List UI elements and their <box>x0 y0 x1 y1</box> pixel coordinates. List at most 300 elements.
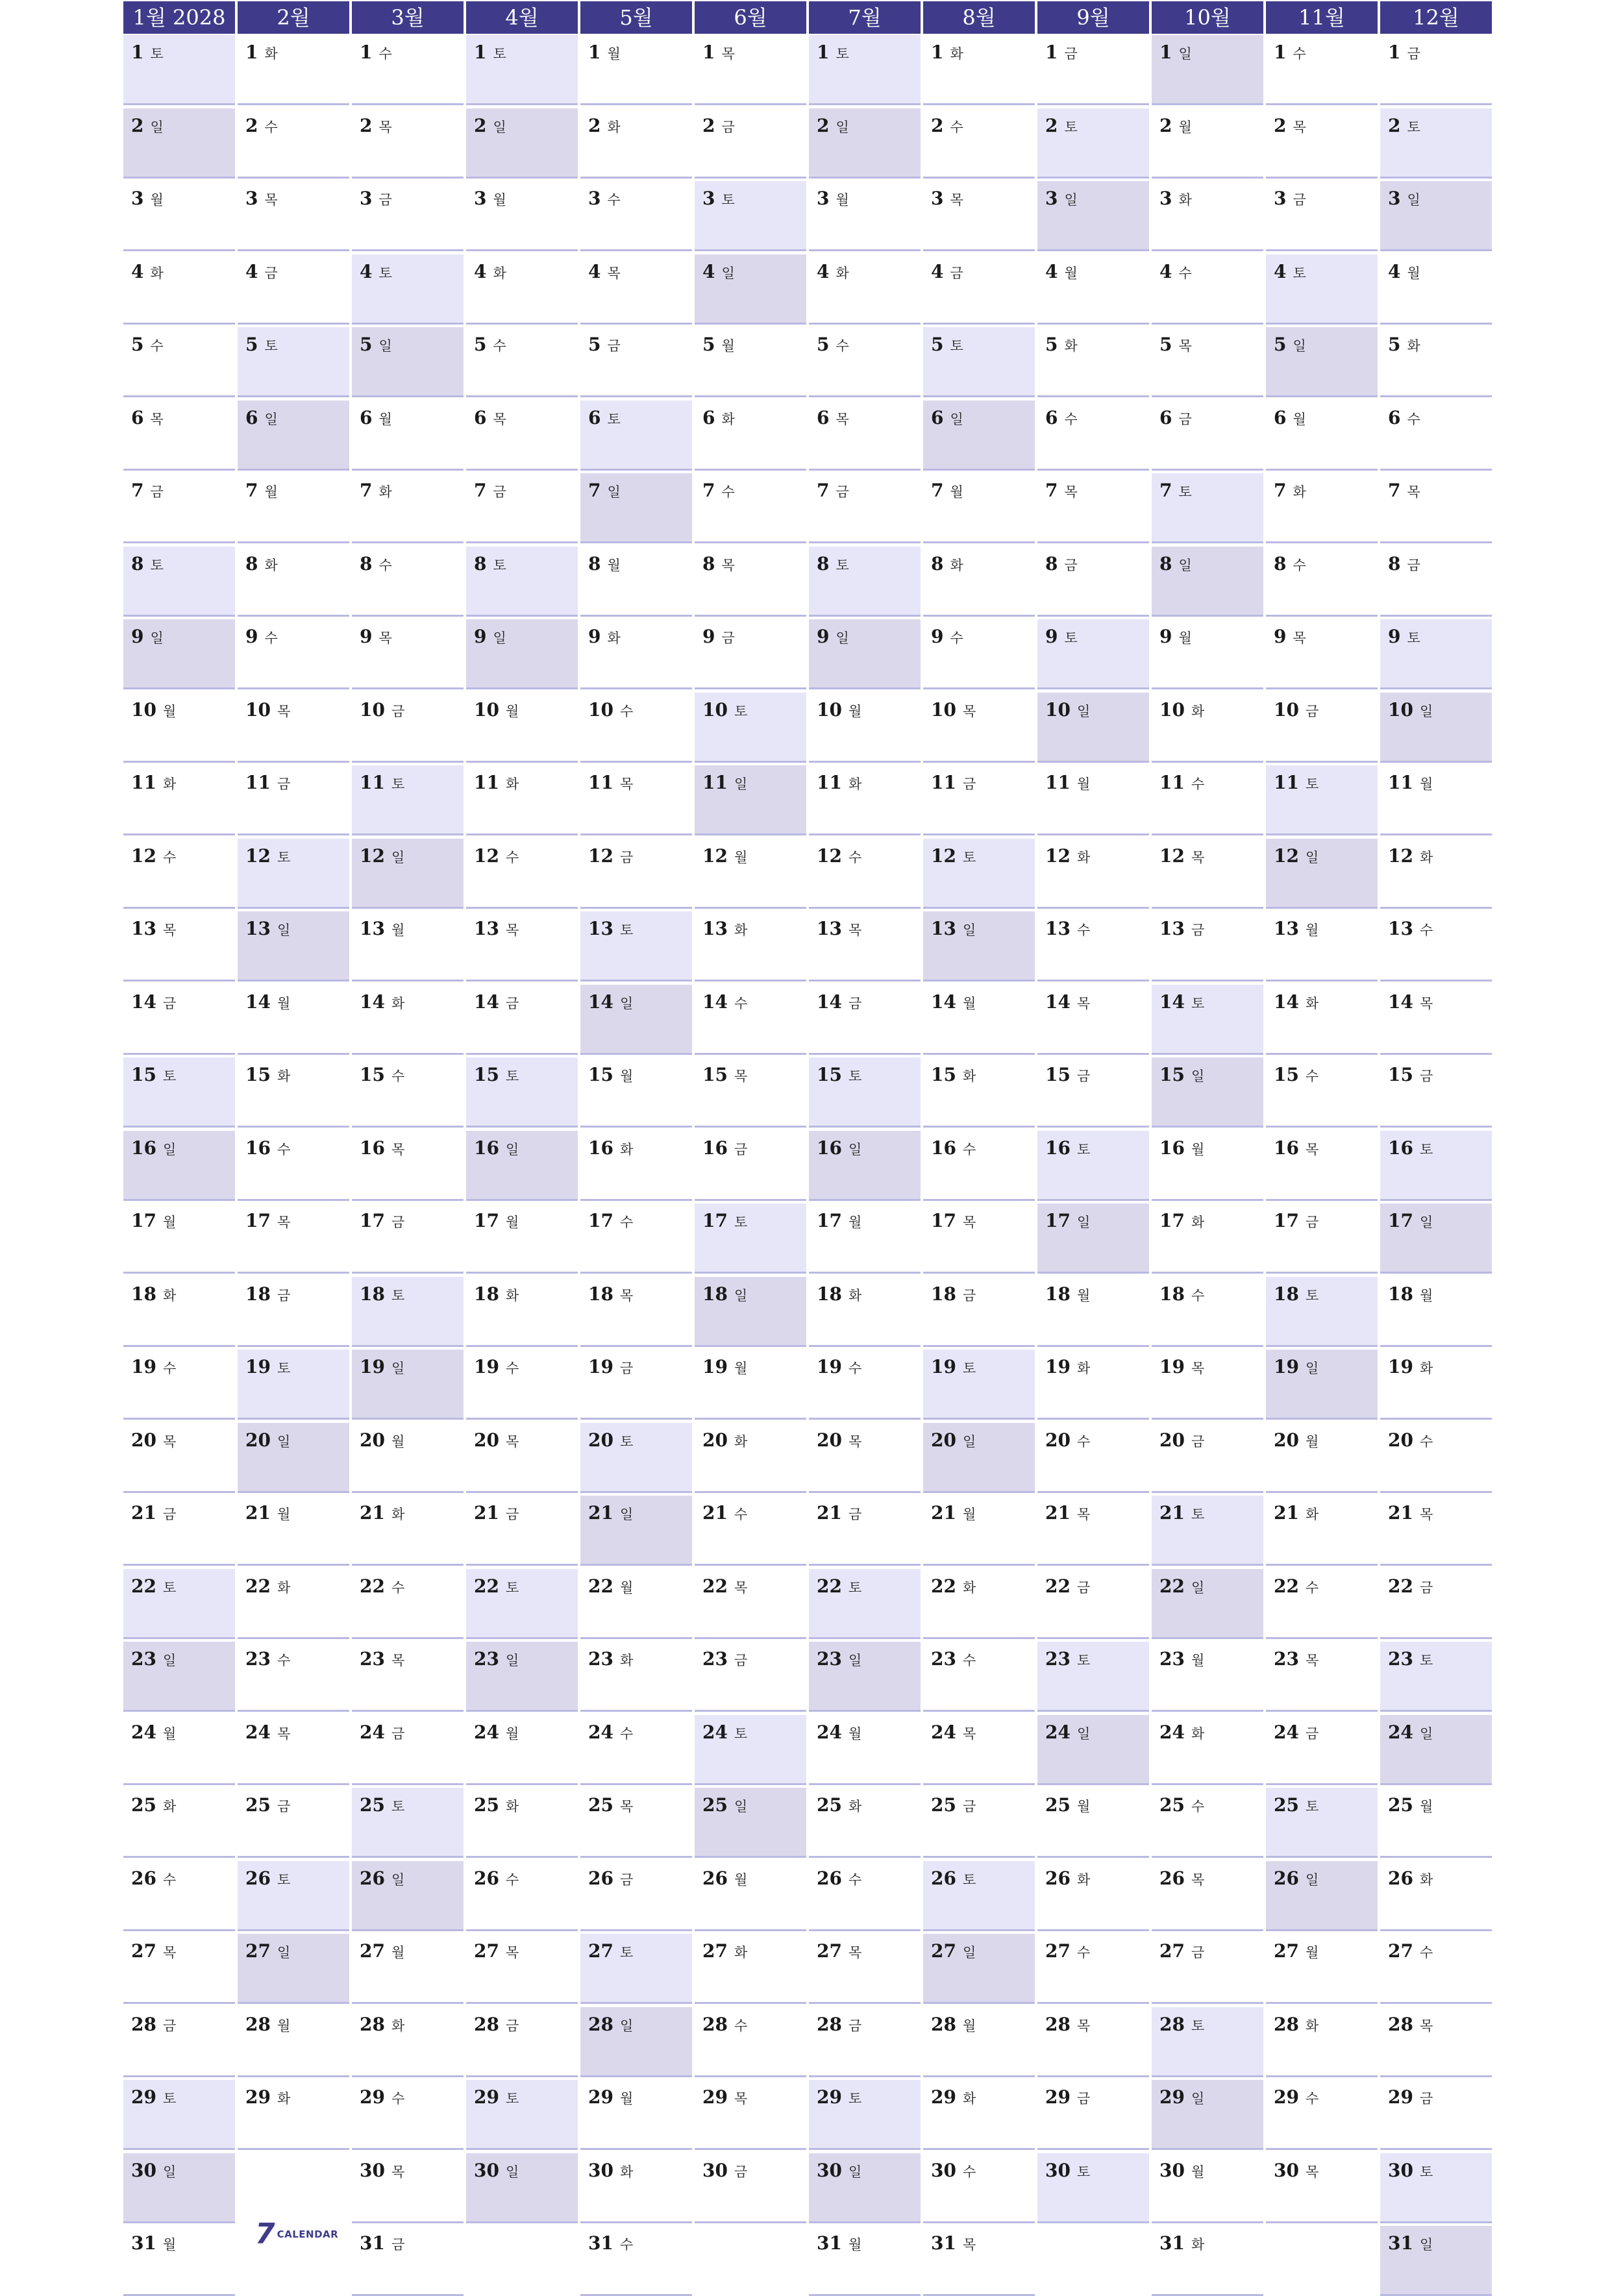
day-number: 2 금 <box>702 114 735 136</box>
day-number: 13 목 <box>474 918 519 939</box>
weekday-label: 화 <box>1178 192 1192 208</box>
month-column <box>809 1 921 2254</box>
day-cell <box>809 1569 921 1639</box>
day-cell <box>1266 108 1378 179</box>
day-cell <box>809 911 921 981</box>
weekday-label: 금 <box>721 119 735 135</box>
weekday-label: 목 <box>162 1433 177 1450</box>
day-cell <box>1037 1934 1149 2004</box>
day-cell <box>580 2226 692 2296</box>
weekday-label: 금 <box>848 1507 862 1522</box>
day-cell <box>352 2007 464 2077</box>
day-number: 4 화 <box>474 260 506 282</box>
day-number: 6 목 <box>131 406 164 428</box>
day-cell <box>1266 1642 1378 1712</box>
weekday-label: 일 <box>734 1799 748 1814</box>
day-number: 1 월 <box>588 42 621 63</box>
day-number: 23 목 <box>1274 1648 1319 1670</box>
day-number: 28 토 <box>1159 2013 1205 2035</box>
day-cell <box>123 1715 235 1785</box>
day-cell <box>695 1788 806 1858</box>
day-cell <box>1152 839 1263 909</box>
day-number: 16 목 <box>360 1137 405 1159</box>
day-number: 3 일 <box>1045 188 1078 209</box>
weekday-label: 일 <box>1076 703 1091 719</box>
day-number: 12 수 <box>817 845 862 867</box>
day-cell <box>123 1131 235 1201</box>
day-number: 31 일 <box>1388 2232 1433 2254</box>
day-number: 3 화 <box>1159 188 1192 209</box>
day-number: 10 월 <box>131 698 177 721</box>
day-number: 30 일 <box>817 2159 862 2181</box>
day-cell <box>352 765 464 835</box>
day-cell <box>1037 1350 1149 1420</box>
weekday-label: 일 <box>1076 1725 1091 1742</box>
weekday-label: 수 <box>1293 557 1306 573</box>
day-cell <box>580 108 692 179</box>
weekday-label: 토 <box>848 1579 862 1596</box>
day-cell <box>123 619 235 689</box>
day-number: 30 토 <box>1045 2159 1091 2181</box>
weekday-label: 일 <box>277 922 291 938</box>
day-number: 2 일 <box>474 114 506 136</box>
day-number: 28 금 <box>474 2013 519 2035</box>
day-cell <box>352 1277 464 1347</box>
day-cell <box>695 839 806 909</box>
weekday-label: 일 <box>619 995 634 1011</box>
day-number: 5 수 <box>817 334 849 355</box>
day-cell <box>238 108 349 179</box>
weekday-label: 일 <box>1419 703 1433 719</box>
weekday-label: 목 <box>1305 2164 1319 2180</box>
day-number: 26 화 <box>1045 1867 1091 1889</box>
day-number: 9 금 <box>702 626 735 647</box>
day-cell <box>695 1350 806 1420</box>
day-cell <box>695 547 806 617</box>
weekday-label: 일 <box>962 1433 976 1450</box>
weekday-label: 토 <box>836 46 849 62</box>
weekday-label: 목 <box>505 922 519 938</box>
day-number: 1 금 <box>1388 42 1420 63</box>
day-cell <box>1266 2153 1378 2223</box>
day-cell <box>1152 1642 1263 1712</box>
day-cell <box>1152 2007 1263 2077</box>
day-number: 15 토 <box>817 1064 862 1085</box>
day-cell <box>1152 1861 1263 1931</box>
day-number: 15 목 <box>702 1064 748 1085</box>
day-number: 28 월 <box>245 2013 291 2035</box>
weekday-label: 금 <box>1407 46 1420 62</box>
day-cell <box>580 1350 692 1420</box>
day-number: 25 수 <box>1159 1794 1205 1816</box>
weekday-label: 월 <box>848 1725 862 1742</box>
day-number: 16 목 <box>1274 1137 1319 1159</box>
weekday-label: 수 <box>1407 411 1420 427</box>
weekday-label: 토 <box>1064 630 1078 646</box>
day-cell <box>466 1496 578 1566</box>
weekday-label: 토 <box>1407 119 1420 135</box>
weekday-label: 월 <box>505 1215 519 1230</box>
day-number: 8 수 <box>360 552 392 574</box>
weekday-label: 수 <box>277 1141 291 1157</box>
day-cell <box>1037 1496 1149 1566</box>
weekday-label: 일 <box>962 1945 976 1960</box>
day-cell <box>809 765 921 835</box>
day-number: 20 수 <box>1388 1429 1433 1451</box>
weekday-label: 토 <box>721 192 735 208</box>
weekday-label: 화 <box>162 776 177 792</box>
weekday-label: 수 <box>619 1725 634 1742</box>
day-cell <box>580 693 692 763</box>
day-cell <box>352 1131 464 1201</box>
day-cell <box>1152 2153 1263 2223</box>
day-cell <box>1152 1423 1263 1493</box>
weekday-label: 월 <box>1178 630 1192 646</box>
day-number: 12 목 <box>1159 845 1205 867</box>
day-cell <box>809 1350 921 1420</box>
day-number: 31 화 <box>1159 2232 1205 2254</box>
day-cell <box>1266 1861 1378 1931</box>
weekday-label: 금 <box>619 1871 634 1888</box>
weekday-label: 일 <box>1305 1871 1319 1888</box>
day-cell <box>809 181 921 251</box>
day-cell <box>123 765 235 835</box>
weekday-label: 월 <box>1293 411 1306 427</box>
weekday-label: 수 <box>734 2018 748 2034</box>
day-number: 14 목 <box>1045 991 1091 1013</box>
day-number: 6 화 <box>702 406 735 428</box>
day-number: 9 목 <box>1274 626 1306 647</box>
weekday-label: 금 <box>836 484 849 500</box>
weekday-label: 금 <box>505 995 519 1011</box>
day-number: 13 금 <box>1159 918 1205 939</box>
weekday-label: 토 <box>1419 1141 1433 1157</box>
day-number: 29 금 <box>1045 2086 1091 2108</box>
day-number: 22 토 <box>131 1575 177 1597</box>
day-cell <box>1152 2080 1263 2150</box>
day-number: 18 월 <box>1388 1283 1433 1305</box>
day-cell <box>1266 1423 1378 1493</box>
day-number: 18 금 <box>245 1283 291 1305</box>
day-number: 20 일 <box>245 1429 291 1451</box>
day-cell <box>1380 254 1492 325</box>
day-number: 1 화 <box>931 42 963 63</box>
month-column <box>1266 1 1378 2181</box>
day-cell <box>1152 1277 1263 1347</box>
day-number: 12 토 <box>931 845 976 867</box>
day-number: 11 토 <box>360 772 405 793</box>
day-number: 6 일 <box>245 406 278 428</box>
day-cell <box>238 2007 349 2077</box>
day-number: 25 화 <box>817 1794 862 1816</box>
day-cell <box>352 693 464 763</box>
weekday-label: 금 <box>1419 1068 1433 1084</box>
day-cell <box>923 108 1035 179</box>
day-cell <box>695 693 806 763</box>
weekday-label: 수 <box>505 1361 519 1376</box>
day-cell <box>1266 619 1378 689</box>
day-cell <box>352 254 464 325</box>
day-number: 6 목 <box>817 406 849 428</box>
weekday-label: 화 <box>1076 849 1091 865</box>
weekday-label: 월 <box>1419 1799 1433 1814</box>
day-number: 15 금 <box>1388 1064 1433 1085</box>
weekday-label: 월 <box>1064 265 1078 281</box>
day-number: 5 화 <box>1388 334 1420 355</box>
weekday-label: 수 <box>607 192 621 208</box>
day-number: 24 토 <box>702 1721 748 1743</box>
day-number: 10 월 <box>474 698 519 721</box>
weekday-label: 금 <box>162 1507 177 1522</box>
weekday-label: 월 <box>378 411 392 427</box>
day-cell <box>123 2226 235 2296</box>
day-cell <box>466 619 578 689</box>
day-cell <box>1380 1131 1492 1201</box>
day-cell <box>1380 1057 1492 1128</box>
day-number: 26 수 <box>474 1867 519 1889</box>
day-cell <box>466 1788 578 1858</box>
day-number: 24 월 <box>474 1721 519 1743</box>
day-cell <box>1152 1934 1263 2004</box>
day-cell <box>923 401 1035 471</box>
day-cell <box>809 2007 921 2077</box>
day-number: 19 일 <box>360 1356 405 1377</box>
weekday-label: 화 <box>950 46 963 62</box>
weekday-label: 목 <box>391 1653 405 1668</box>
day-number: 3 목 <box>931 188 963 209</box>
weekday-label: 금 <box>1305 1725 1319 1742</box>
weekday-label: 목 <box>962 2237 976 2253</box>
weekday-label: 일 <box>721 265 735 281</box>
weekday-label: 토 <box>505 1068 519 1084</box>
weekday-label: 일 <box>1191 2091 1205 2106</box>
day-cell <box>1037 1423 1149 1493</box>
weekday-label: 일 <box>1191 1068 1205 1084</box>
weekday-label: 수 <box>1305 1579 1319 1596</box>
day-cell <box>580 1642 692 1712</box>
day-number: 21 금 <box>131 1502 177 1524</box>
weekday-label: 토 <box>848 1068 862 1084</box>
day-number: 2 월 <box>1159 114 1192 136</box>
day-number: 28 화 <box>360 2013 405 2035</box>
weekday-label: 수 <box>505 849 519 865</box>
day-cell <box>466 2007 578 2077</box>
weekday-label: 금 <box>277 776 291 792</box>
weekday-label: 수 <box>1419 1945 1433 1960</box>
weekday-label: 월 <box>848 703 862 719</box>
day-number: 8 토 <box>474 552 506 574</box>
day-number: 4 수 <box>1159 260 1192 282</box>
weekday-label: 월 <box>1407 265 1420 281</box>
weekday-label: 토 <box>277 1361 291 1376</box>
day-number: 30 월 <box>1159 2159 1205 2181</box>
day-number: 31 금 <box>360 2232 405 2254</box>
day-cell <box>352 473 464 543</box>
day-number: 6 일 <box>931 406 963 428</box>
day-cell <box>1266 1277 1378 1347</box>
day-cell <box>809 1934 921 2004</box>
day-number: 13 토 <box>588 918 634 939</box>
weekday-label: 수 <box>162 1361 177 1376</box>
weekday-label: 일 <box>1076 1215 1091 1230</box>
day-cell <box>695 1569 806 1639</box>
weekday-label: 수 <box>505 1871 519 1888</box>
day-cell <box>923 619 1035 689</box>
day-number: 20 금 <box>1159 1429 1205 1451</box>
day-cell <box>1380 1788 1492 1858</box>
day-number: 5 수 <box>474 334 506 355</box>
weekday-label: 수 <box>1305 2091 1319 2106</box>
day-number: 11 화 <box>474 772 519 793</box>
day-number: 21 월 <box>245 1502 291 1524</box>
day-number: 19 금 <box>588 1356 634 1377</box>
weekday-label: 목 <box>1305 1141 1319 1157</box>
weekday-label: 일 <box>607 484 621 500</box>
weekday-label: 금 <box>1064 46 1078 62</box>
weekday-label: 수 <box>1064 411 1078 427</box>
weekday-label: 목 <box>619 1287 634 1303</box>
day-cell <box>1037 1642 1149 1712</box>
day-number: 19 일 <box>1274 1356 1319 1377</box>
day-number: 23 토 <box>1388 1648 1433 1670</box>
weekday-label: 일 <box>264 411 278 427</box>
weekday-label: 일 <box>1305 849 1319 865</box>
day-cell <box>1037 2153 1149 2223</box>
weekday-label: 목 <box>277 703 291 719</box>
day-cell <box>238 1715 349 1785</box>
day-cell <box>238 911 349 981</box>
day-number: 14 수 <box>702 991 748 1013</box>
weekday-label: 월 <box>962 2018 976 2034</box>
day-number: 1 화 <box>245 42 278 63</box>
day-cell <box>352 1861 464 1931</box>
day-number: 9 수 <box>245 626 278 647</box>
weekday-label: 토 <box>962 1871 976 1888</box>
weekday-label: 금 <box>277 1287 291 1303</box>
day-number: 1 토 <box>474 42 506 63</box>
weekday-label: 토 <box>493 46 506 62</box>
day-number: 15 토 <box>474 1064 519 1085</box>
day-cell <box>1152 1131 1263 1201</box>
day-number: 20 화 <box>702 1429 748 1451</box>
day-number: 4 화 <box>817 260 849 282</box>
day-number: 24 월 <box>131 1721 177 1743</box>
day-cell <box>1380 1350 1492 1420</box>
weekday-label: 목 <box>1191 1361 1205 1376</box>
day-number: 6 월 <box>1274 406 1306 428</box>
weekday-label: 화 <box>721 411 735 427</box>
weekday-label: 토 <box>1076 2164 1091 2180</box>
weekday-label: 월 <box>1178 119 1192 135</box>
day-number: 19 화 <box>1388 1356 1433 1377</box>
day-number: 31 목 <box>931 2232 976 2254</box>
day-number: 23 월 <box>1159 1648 1205 1670</box>
day-number: 28 목 <box>1388 2013 1433 2035</box>
day-cell <box>352 327 464 397</box>
day-cell <box>1266 985 1378 1055</box>
day-cell <box>923 254 1035 325</box>
weekday-label: 화 <box>962 2091 976 2106</box>
weekday-label: 화 <box>836 265 849 281</box>
day-cell <box>695 1057 806 1128</box>
day-cell <box>352 35 464 105</box>
day-number: 27 일 <box>245 1940 291 1962</box>
weekday-label: 토 <box>1305 1287 1319 1303</box>
day-cell <box>1266 254 1378 325</box>
weekday-label: 일 <box>1191 1579 1205 1596</box>
weekday-label: 금 <box>1191 1945 1205 1960</box>
weekday-label: 금 <box>1178 411 1192 427</box>
day-cell <box>352 547 464 617</box>
day-number: 20 목 <box>817 1429 862 1451</box>
weekday-label: 토 <box>277 849 291 865</box>
weekday-label: 일 <box>836 119 849 135</box>
weekday-label: 금 <box>162 2018 177 2034</box>
weekday-label: 수 <box>391 1068 405 1084</box>
day-number: 13 목 <box>131 918 177 939</box>
weekday-label: 월 <box>277 2018 291 2034</box>
weekday-label: 금 <box>1191 1433 1205 1450</box>
day-number: 10 토 <box>702 698 748 721</box>
day-number: 4 화 <box>131 260 164 282</box>
weekday-label: 수 <box>264 630 278 646</box>
day-cell <box>1037 1131 1149 1201</box>
day-number: 17 금 <box>360 1210 405 1231</box>
weekday-label: 금 <box>150 484 164 500</box>
weekday-label: 수 <box>848 849 862 865</box>
weekday-label: 일 <box>619 2018 634 2034</box>
day-number: 14 월 <box>245 991 291 1013</box>
weekday-label: 화 <box>1407 338 1420 354</box>
day-number: 7 화 <box>360 480 392 501</box>
day-cell <box>1380 1569 1492 1639</box>
weekday-label: 화 <box>277 1579 291 1596</box>
day-cell <box>923 35 1035 105</box>
day-cell <box>580 1569 692 1639</box>
weekday-label: 월 <box>734 1871 748 1888</box>
day-number: 3 월 <box>474 188 506 209</box>
weekday-label: 월 <box>607 557 621 573</box>
day-cell <box>580 1861 692 1931</box>
weekday-label: 토 <box>1178 484 1192 500</box>
day-cell <box>123 839 235 909</box>
weekday-label: 목 <box>734 1579 748 1596</box>
weekday-label: 월 <box>1305 1433 1319 1450</box>
day-number: 8 금 <box>1045 552 1078 574</box>
day-cell <box>923 327 1035 397</box>
day-cell <box>580 401 692 471</box>
weekday-label: 목 <box>1076 2018 1091 2034</box>
day-number: 30 금 <box>702 2159 748 2181</box>
day-number: 25 토 <box>1274 1794 1319 1816</box>
day-number: 29 수 <box>1274 2086 1319 2108</box>
weekday-label: 목 <box>962 1215 976 1230</box>
day-cell <box>238 1496 349 1566</box>
day-number: 21 목 <box>1388 1502 1433 1524</box>
day-cell <box>352 1204 464 1274</box>
day-number: 5 목 <box>1159 334 1192 355</box>
month-column <box>352 1 464 2254</box>
day-number: 2 목 <box>360 114 392 136</box>
day-cell <box>352 181 464 251</box>
day-cell <box>238 181 349 251</box>
day-number: 27 목 <box>817 1940 862 1962</box>
weekday-label: 화 <box>1419 1871 1433 1888</box>
day-number: 17 일 <box>1388 1210 1433 1231</box>
weekday-label: 금 <box>505 2018 519 2034</box>
day-cell <box>1266 181 1378 251</box>
day-number: 1 토 <box>131 42 164 63</box>
